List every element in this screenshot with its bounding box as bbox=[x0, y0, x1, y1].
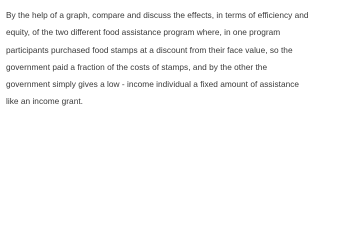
question-line-2: equity, of the two different food assistance program where, in one program bbox=[6, 27, 281, 38]
question-line-4: government paid a fraction of the costs of stamps, and by the other the bbox=[6, 61, 268, 72]
question-line-5: government simply gives a low - income individual a fixed amount of assistance bbox=[6, 79, 300, 90]
question-line-6: like an income grant. bbox=[6, 96, 83, 107]
question-line-3: participants purchased food stamps at a discount from their face value, so the bbox=[6, 44, 293, 55]
question-line-1: By the help of a graph, compare and discuss the effects, in terms of efficiency and bbox=[6, 10, 309, 20]
